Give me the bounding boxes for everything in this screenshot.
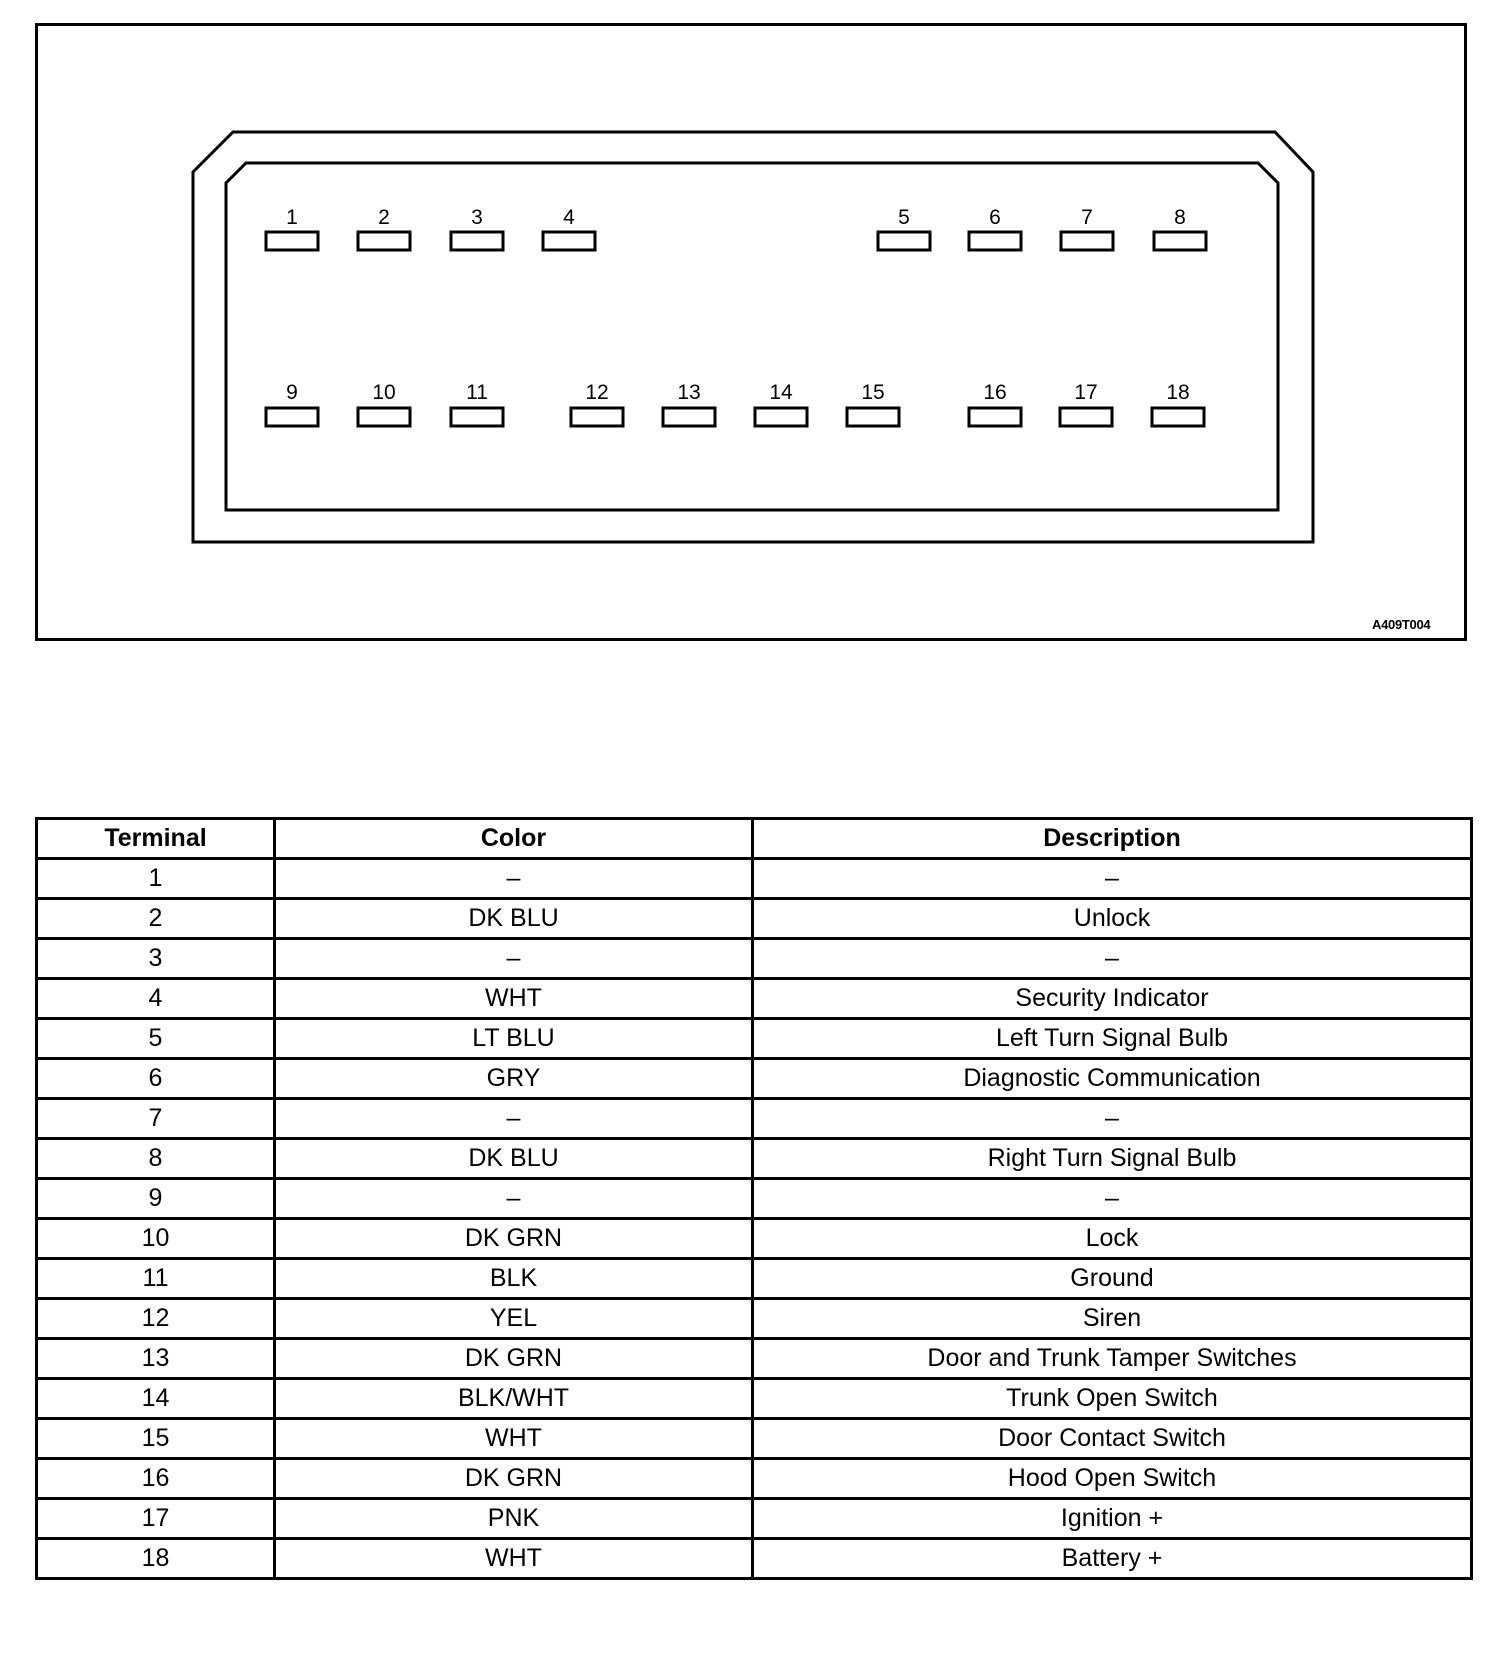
table-row	[37, 1379, 1472, 1419]
cell-color: –	[275, 1179, 753, 1219]
terminal-number-label: 3	[471, 206, 483, 229]
cell-terminal: 4	[37, 979, 275, 1019]
cell-color: WHT	[275, 1539, 753, 1579]
cell-color: WHT	[275, 1419, 753, 1459]
cell-description: Security Indicator	[753, 979, 1472, 1019]
terminal-number-label: 10	[372, 381, 396, 404]
terminal-pin-slot	[1152, 408, 1204, 426]
terminal-pin-slot	[878, 232, 930, 250]
connector-face-diagram	[0, 0, 1504, 700]
terminal-number-label: 1	[286, 206, 298, 229]
cell-color: LT BLU	[275, 1019, 753, 1059]
cell-description: Hood Open Switch	[753, 1459, 1472, 1499]
cell-description: Unlock	[753, 899, 1472, 939]
cell-color: WHT	[275, 979, 753, 1019]
cell-color: BLK/WHT	[275, 1379, 753, 1419]
terminal-number-label: 14	[769, 381, 793, 404]
terminal-pin-slot	[571, 408, 623, 426]
terminal-pin-slot	[358, 408, 410, 426]
terminal-number-label: 2	[378, 206, 390, 229]
terminal-pin-slot	[969, 232, 1021, 250]
cell-description: Siren	[753, 1299, 1472, 1339]
table-row	[37, 1459, 1472, 1499]
cell-description: –	[753, 1179, 1472, 1219]
terminal-number-label: 13	[677, 381, 701, 404]
cell-color: PNK	[275, 1499, 753, 1539]
cell-description: Left Turn Signal Bulb	[753, 1019, 1472, 1059]
table-row	[37, 1419, 1472, 1459]
terminal-number-label: 17	[1074, 381, 1098, 404]
terminal-number-label: 11	[466, 381, 488, 404]
cell-terminal: 13	[37, 1339, 275, 1379]
connector-outer-shell	[193, 132, 1313, 542]
terminal-number-label: 18	[1166, 381, 1190, 404]
terminal-number-label: 9	[286, 381, 298, 404]
header-description: Description	[753, 819, 1472, 859]
terminal-number-label: 4	[563, 206, 575, 229]
cell-description: Lock	[753, 1219, 1472, 1259]
cell-terminal: 5	[37, 1019, 275, 1059]
cell-terminal: 14	[37, 1379, 275, 1419]
cell-description: Battery +	[753, 1539, 1472, 1579]
cell-color: –	[275, 939, 753, 979]
table-row	[37, 899, 1472, 939]
terminal-pin-slot	[1061, 232, 1113, 250]
terminal-number-label: 5	[898, 206, 910, 229]
figure-code: A409T004	[1372, 617, 1431, 632]
table-row	[37, 1059, 1472, 1099]
table-row	[37, 1139, 1472, 1179]
terminal-number-label: 15	[861, 381, 885, 404]
terminal-pins	[266, 206, 1206, 426]
terminal-pin-slot	[663, 408, 715, 426]
terminal-pin-slot	[755, 408, 807, 426]
table-row	[37, 1299, 1472, 1339]
header-color: Color	[275, 819, 753, 859]
table-row	[37, 1339, 1472, 1379]
terminal-pin-slot	[847, 408, 899, 426]
cell-description: Door and Trunk Tamper Switches	[753, 1339, 1472, 1379]
terminal-pin-slot	[1154, 232, 1206, 250]
header-terminal: Terminal	[37, 819, 275, 859]
table-row	[37, 1259, 1472, 1299]
cell-description: Ignition +	[753, 1499, 1472, 1539]
table-row	[37, 859, 1472, 899]
terminal-number-label: 8	[1174, 206, 1186, 229]
table-row	[37, 1019, 1472, 1059]
terminal-pin-slot	[543, 232, 595, 250]
cell-terminal: 15	[37, 1419, 275, 1459]
cell-terminal: 8	[37, 1139, 275, 1179]
table-row	[37, 1099, 1472, 1139]
cell-color: BLK	[275, 1259, 753, 1299]
cell-terminal: 2	[37, 899, 275, 939]
cell-description: Diagnostic Communication	[753, 1059, 1472, 1099]
cell-color: DK GRN	[275, 1459, 753, 1499]
terminal-number-label: 7	[1081, 206, 1093, 229]
cell-color: DK BLU	[275, 1139, 753, 1179]
table-row	[37, 1179, 1472, 1219]
cell-terminal: 6	[37, 1059, 275, 1099]
terminal-pin-slot	[266, 232, 318, 250]
table-row	[37, 939, 1472, 979]
terminal-pinout-table	[35, 817, 1473, 1580]
cell-terminal: 18	[37, 1539, 275, 1579]
terminal-pin-slot	[358, 232, 410, 250]
cell-description: –	[753, 859, 1472, 899]
cell-terminal: 17	[37, 1499, 275, 1539]
cell-terminal: 3	[37, 939, 275, 979]
terminal-pin-slot	[266, 408, 318, 426]
cell-terminal: 10	[37, 1219, 275, 1259]
cell-description: Ground	[753, 1259, 1472, 1299]
cell-terminal: 11	[37, 1259, 275, 1299]
table-row	[37, 1539, 1472, 1579]
cell-color: YEL	[275, 1299, 753, 1339]
table-row	[37, 979, 1472, 1019]
terminal-pin-slot	[969, 408, 1021, 426]
table-header-row	[37, 819, 1472, 859]
terminal-pin-slot	[451, 232, 503, 250]
cell-description: –	[753, 939, 1472, 979]
cell-color: DK GRN	[275, 1339, 753, 1379]
terminal-number-label: 12	[585, 381, 609, 404]
cell-color: –	[275, 1099, 753, 1139]
cell-terminal: 12	[37, 1299, 275, 1339]
terminal-pin-slot	[451, 408, 503, 426]
cell-description: Trunk Open Switch	[753, 1379, 1472, 1419]
terminal-number-label: 16	[983, 381, 1007, 404]
table-row	[37, 1499, 1472, 1539]
cell-terminal: 16	[37, 1459, 275, 1499]
cell-description: Right Turn Signal Bulb	[753, 1139, 1472, 1179]
cell-terminal: 9	[37, 1179, 275, 1219]
cell-color: GRY	[275, 1059, 753, 1099]
cell-color: DK BLU	[275, 899, 753, 939]
terminal-number-label: 6	[989, 206, 1001, 229]
cell-color: –	[275, 859, 753, 899]
table-row	[37, 1219, 1472, 1259]
cell-description: Door Contact Switch	[753, 1419, 1472, 1459]
cell-terminal: 1	[37, 859, 275, 899]
terminal-pin-slot	[1060, 408, 1112, 426]
cell-color: DK GRN	[275, 1219, 753, 1259]
cell-terminal: 7	[37, 1099, 275, 1139]
cell-description: –	[753, 1099, 1472, 1139]
